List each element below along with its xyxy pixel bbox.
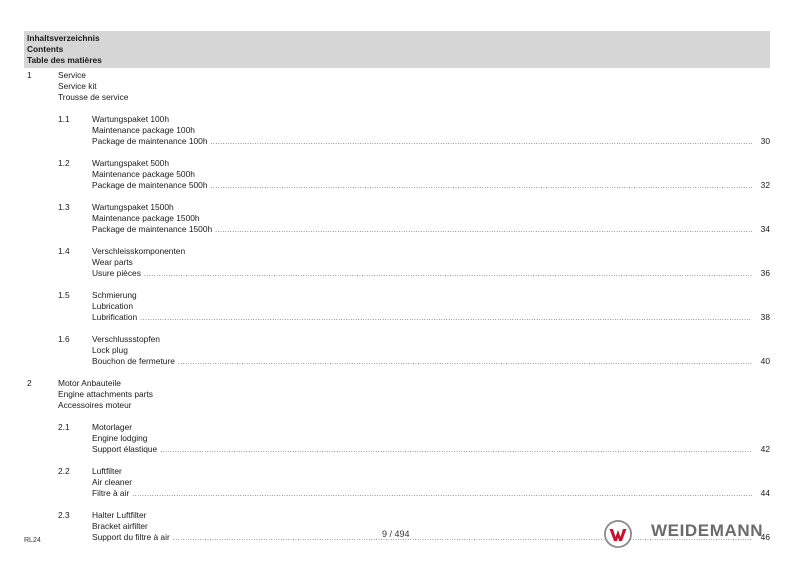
section-title: Accessoires moteur xyxy=(58,400,132,410)
entry-title: Bouchon de fermeture xyxy=(92,356,175,366)
entry-title: Usure pièces xyxy=(92,268,141,278)
dot-leader xyxy=(144,269,752,280)
entry-title: Support élastique xyxy=(92,444,158,454)
header-title-de: Inhaltsverzeichnis xyxy=(27,33,100,43)
entry-leader-line xyxy=(92,312,770,323)
entry-title: Engine lodging xyxy=(92,433,148,443)
entry-title: Support du filtre à air xyxy=(92,532,170,542)
entry-number: 1.5 xyxy=(58,290,70,300)
entry-title: Wear parts xyxy=(92,257,133,267)
section-title: Service kit xyxy=(58,81,97,91)
entry-leader-line xyxy=(92,224,770,235)
toc-entry[interactable] xyxy=(24,114,770,147)
page-number[interactable]: 32 xyxy=(760,180,770,190)
dot-leader xyxy=(132,489,752,500)
entry-leader-line xyxy=(92,136,770,147)
entry-leader-line xyxy=(92,356,770,367)
section-number: 1 xyxy=(27,70,32,80)
section-title: Motor Anbauteile xyxy=(58,378,121,388)
entry-leader-line xyxy=(92,268,770,279)
header-title-en: Contents xyxy=(27,44,64,54)
entry-title: Lock plug xyxy=(92,345,128,355)
dot-leader xyxy=(215,225,752,236)
entry-title: Halter Luftfilter xyxy=(92,510,147,520)
page-number[interactable]: 34 xyxy=(760,224,770,234)
entry-number: 1.1 xyxy=(58,114,70,124)
entry-titles xyxy=(92,246,770,279)
toc-section xyxy=(24,70,770,367)
entry-title: Package de maintenance 1500h xyxy=(92,224,213,234)
toc-header xyxy=(24,31,770,68)
entry-titles xyxy=(92,202,770,235)
toc-entry[interactable] xyxy=(24,334,770,367)
entry-title: Motorlager xyxy=(92,422,133,432)
section-titles xyxy=(58,70,770,103)
section-titles xyxy=(58,378,770,411)
entry-title: Lubrication xyxy=(92,301,133,311)
entry-title: Wartungspaket 500h xyxy=(92,158,169,168)
entry-title: Air cleaner xyxy=(92,477,133,487)
dot-leader xyxy=(140,313,752,324)
table-of-contents xyxy=(24,70,770,543)
dot-leader xyxy=(210,137,752,148)
section-title: Service xyxy=(58,70,86,80)
entry-title: Maintenance package 100h xyxy=(92,125,195,135)
dot-leader xyxy=(160,445,752,456)
entry-title: Filtre à air xyxy=(92,488,130,498)
document-code: RL24 xyxy=(24,537,41,544)
entry-title: Lubrification xyxy=(92,312,138,322)
section-number: 2 xyxy=(27,378,32,388)
entry-number: 1.6 xyxy=(58,334,70,344)
entry-number: 1.4 xyxy=(58,246,70,256)
brand-name: WEIDEMANN xyxy=(651,521,764,540)
page-number[interactable]: 46 xyxy=(760,532,770,542)
dot-leader xyxy=(210,181,752,192)
entry-title: Verschlussstopfen xyxy=(92,334,160,344)
page-number[interactable]: 42 xyxy=(760,444,770,454)
toc-entry[interactable] xyxy=(24,246,770,279)
weidemann-logo-icon xyxy=(603,519,633,549)
toc-entry[interactable] xyxy=(24,158,770,191)
brand-logo xyxy=(603,519,773,549)
entry-title: Schmierung xyxy=(92,290,137,300)
page-number[interactable]: 44 xyxy=(760,488,770,498)
entry-leader-line xyxy=(92,488,770,499)
entry-leader-line xyxy=(92,180,770,191)
entry-number: 1.3 xyxy=(58,202,70,212)
entry-title: Verschleisskomponenten xyxy=(92,246,186,256)
entry-titles xyxy=(92,158,770,191)
entry-number: 2.3 xyxy=(58,510,70,520)
entry-title: Maintenance package 1500h xyxy=(92,213,200,223)
dot-leader xyxy=(178,357,752,368)
page-number[interactable]: 36 xyxy=(760,268,770,278)
section-title: Trousse de service xyxy=(58,92,129,102)
entry-title: Package de maintenance 500h xyxy=(92,180,208,190)
entry-leader-line xyxy=(92,444,770,455)
entry-titles xyxy=(92,290,770,323)
entry-titles xyxy=(92,466,770,499)
entry-title: Maintenance package 500h xyxy=(92,169,195,179)
entry-title: Wartungspaket 100h xyxy=(92,114,169,124)
entry-title: Bracket airfilter xyxy=(92,521,148,531)
entry-titles xyxy=(92,422,770,455)
page-indicator: 9 / 494 xyxy=(382,529,410,539)
entry-number: 2.1 xyxy=(58,422,70,432)
page-number[interactable]: 40 xyxy=(760,356,770,366)
toc-entry[interactable] xyxy=(24,466,770,499)
entry-title: Luftfilter xyxy=(92,466,122,476)
page-number[interactable]: 38 xyxy=(760,312,770,322)
entry-title: Package de maintenance 100h xyxy=(92,136,208,146)
entry-titles xyxy=(92,334,770,367)
entry-number: 1.2 xyxy=(58,158,70,168)
page-number[interactable]: 30 xyxy=(760,136,770,146)
entry-title: Wartungspaket 1500h xyxy=(92,202,174,212)
header-title-fr: Table des matières xyxy=(27,55,102,65)
section-title: Engine attachments parts xyxy=(58,389,153,399)
toc-entry[interactable] xyxy=(24,202,770,235)
toc-entry[interactable] xyxy=(24,290,770,323)
entry-number: 2.2 xyxy=(58,466,70,476)
entry-titles xyxy=(92,114,770,147)
toc-entry[interactable] xyxy=(24,422,770,455)
